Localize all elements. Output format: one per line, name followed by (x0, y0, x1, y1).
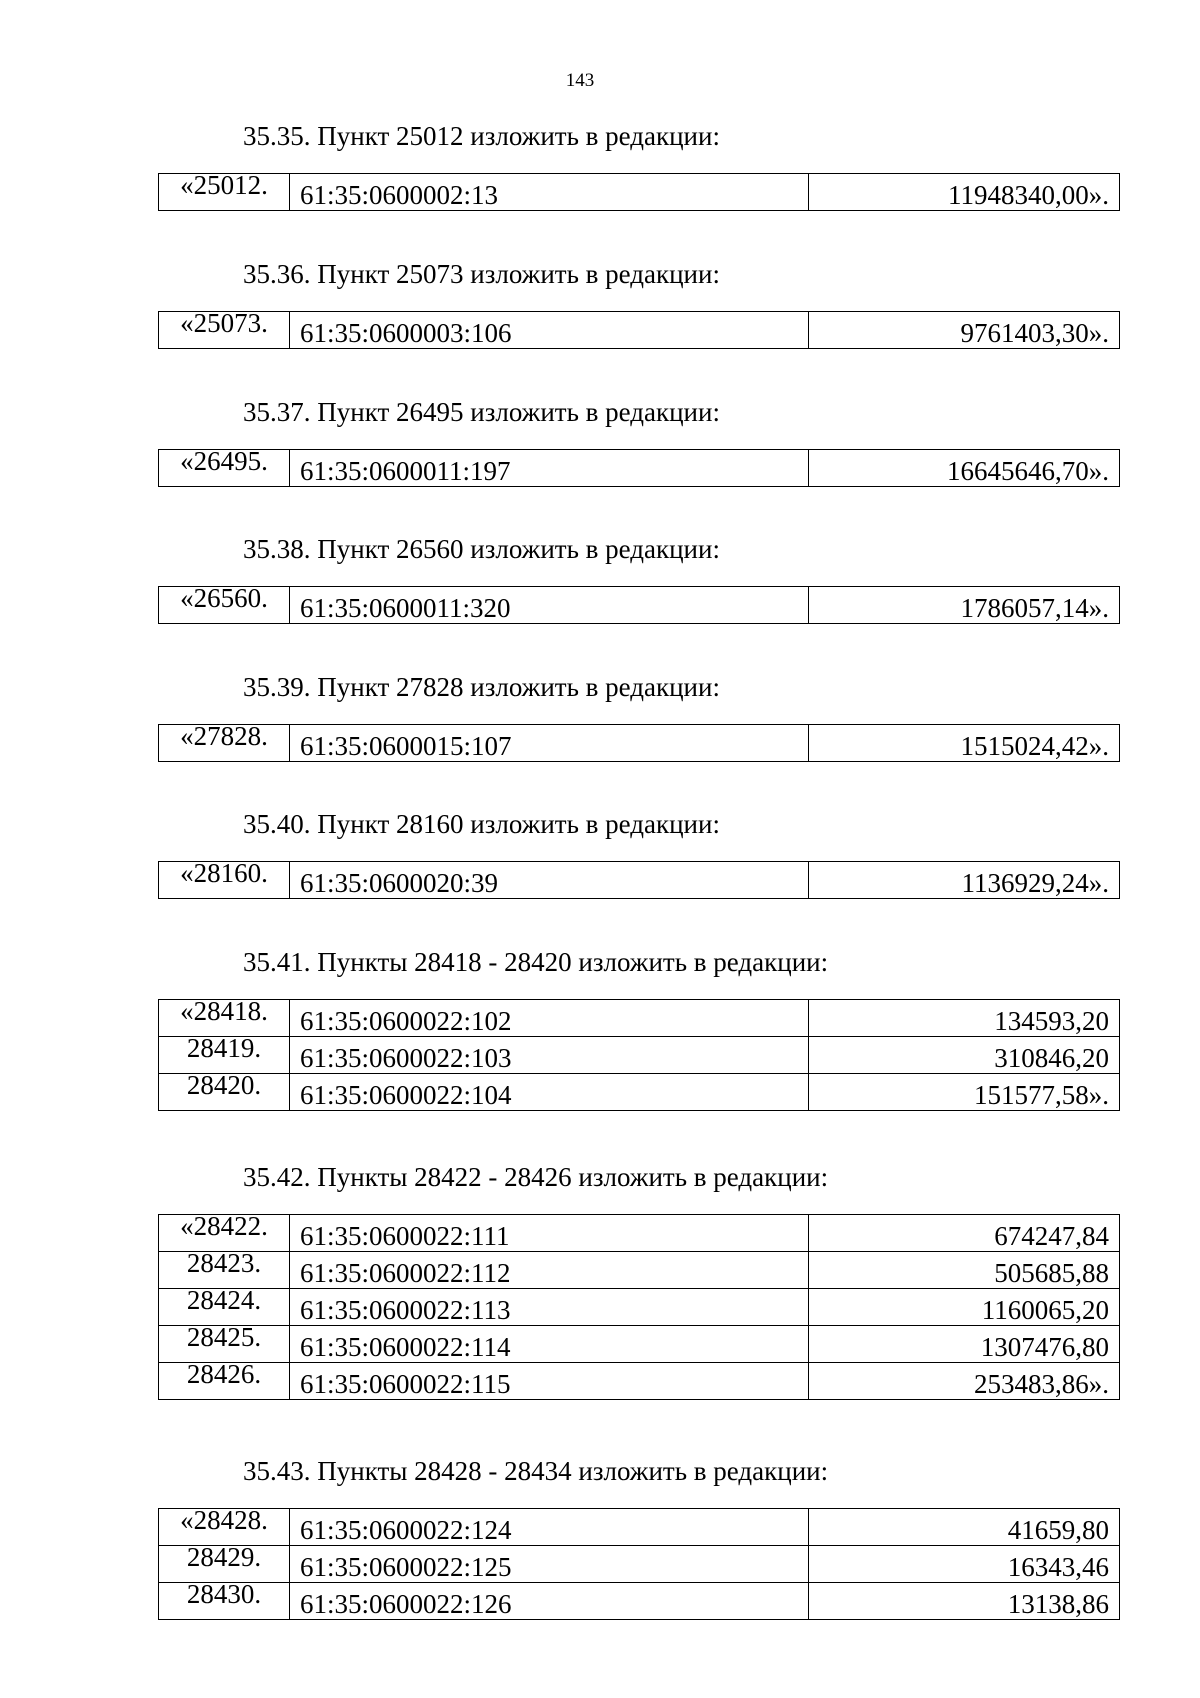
cadastral-number: 61:35:0600022:115 (300, 1369, 511, 1399)
cadastral-value: 41659,80 (1007, 1515, 1109, 1545)
cadastral-number: 61:35:0600003:106 (300, 318, 512, 348)
cadastral-number-cell (290, 1363, 809, 1400)
amendment-table (158, 996, 1120, 1111)
value-cell (809, 1074, 1120, 1111)
item-number-cell (159, 1034, 290, 1071)
item-number-cell (159, 1360, 290, 1397)
section-heading: 35.41. Пункты 28418 - 28420 изложить в редакции: (243, 947, 829, 977)
value-cell (809, 1546, 1120, 1583)
value-cell (809, 725, 1120, 762)
section-heading: 35.42. Пункты 28422 - 28426 изложить в редакции: (243, 1162, 829, 1192)
cadastral-number: 61:35:0600020:39 (300, 868, 499, 898)
cadastral-value: 253483,86». (974, 1369, 1109, 1399)
item-number-cell (159, 584, 290, 621)
cadastral-number-cell (290, 587, 809, 624)
cadastral-number: 61:35:0600022:124 (300, 1515, 512, 1545)
table-row (159, 450, 1120, 487)
cadastral-value: 505685,88 (994, 1258, 1109, 1288)
item-number: 28429. (186, 1542, 262, 1572)
value-cell (809, 312, 1120, 349)
section-heading: 35.40. Пункт 28160 изложить в редакции: (243, 809, 720, 839)
cadastral-number-cell (290, 1289, 809, 1326)
cadastral-number-cell (290, 174, 809, 211)
section-heading: 35.37. Пункт 26495 изложить в редакции: (243, 397, 720, 427)
cadastral-value: 1515024,42». (960, 731, 1109, 761)
value-cell (809, 1215, 1120, 1252)
cadastral-number-cell (290, 1215, 809, 1252)
item-number-cell (159, 1543, 290, 1580)
table-row (159, 174, 1120, 211)
table-row (159, 1074, 1120, 1111)
cadastral-number: 61:35:0600022:113 (300, 1295, 511, 1325)
cadastral-number-cell (290, 1074, 809, 1111)
cadastral-number: 61:35:0600022:126 (300, 1589, 512, 1619)
table-row (159, 1215, 1120, 1252)
item-number: 28425. (186, 1322, 262, 1352)
cadastral-number: 61:35:0600011:320 (300, 593, 511, 623)
cadastral-number: 61:35:0600022:103 (300, 1043, 512, 1073)
table-row (159, 1037, 1120, 1074)
value-cell (809, 587, 1120, 624)
cadastral-number-cell (290, 450, 809, 487)
cadastral-number: 61:35:0600015:107 (300, 731, 512, 761)
item-number: 28420. (186, 1070, 262, 1100)
item-number-cell (159, 997, 290, 1034)
item-number: «26560. (180, 583, 268, 613)
cadastral-number: 61:35:0600002:13 (300, 180, 499, 210)
cadastral-number-cell (290, 312, 809, 349)
item-number: 28426. (186, 1359, 262, 1389)
item-number-cell (159, 1506, 290, 1543)
page-number: 143 (565, 70, 595, 91)
cadastral-value: 134593,20 (994, 1006, 1109, 1036)
amendment-table (158, 1505, 1120, 1620)
cadastral-number-cell (290, 1252, 809, 1289)
item-number-cell (159, 1212, 290, 1249)
table-row (159, 1252, 1120, 1289)
cadastral-number: 61:35:0600022:111 (300, 1221, 510, 1251)
item-number: «25073. (180, 308, 268, 338)
item-number-cell (159, 1249, 290, 1286)
cadastral-number-cell (290, 1509, 809, 1546)
amendment-table (158, 446, 1120, 487)
section-heading: 35.38. Пункт 26560 изложить в редакции: (243, 534, 720, 564)
cadastral-number-cell (290, 1000, 809, 1037)
cadastral-value: 1136929,24». (961, 868, 1109, 898)
cadastral-value: 151577,58». (974, 1080, 1109, 1110)
value-cell (809, 1037, 1120, 1074)
value-cell (809, 1509, 1120, 1546)
item-number-cell (159, 447, 290, 484)
cadastral-number: 61:35:0600022:114 (300, 1332, 511, 1362)
amendment-table (158, 1211, 1120, 1400)
value-cell (809, 1252, 1120, 1289)
item-number-cell (159, 1323, 290, 1360)
value-cell (809, 450, 1120, 487)
table-row (159, 1000, 1120, 1037)
table-row (159, 1289, 1120, 1326)
value-cell (809, 1326, 1120, 1363)
table-row (159, 312, 1120, 349)
cadastral-value: 1160065,20 (981, 1295, 1109, 1325)
cadastral-value: 1786057,14». (960, 593, 1109, 623)
table-row (159, 1546, 1120, 1583)
cadastral-number-cell (290, 725, 809, 762)
table-row (159, 1363, 1120, 1400)
item-number: «28418. (180, 996, 268, 1026)
item-number-cell (159, 309, 290, 346)
cadastral-number-cell (290, 1583, 809, 1620)
cadastral-value: 310846,20 (994, 1043, 1109, 1073)
value-cell (809, 1583, 1120, 1620)
cadastral-number: 61:35:0600022:125 (300, 1552, 512, 1582)
item-number-cell (159, 859, 290, 896)
amendment-table (158, 721, 1120, 762)
table-row (159, 587, 1120, 624)
value-cell (809, 1289, 1120, 1326)
item-number: 28423. (186, 1248, 262, 1278)
amendment-table (158, 858, 1120, 899)
value-cell (809, 862, 1120, 899)
amendment-table (158, 170, 1120, 211)
amendment-table (158, 583, 1120, 624)
table-row (159, 725, 1120, 762)
cadastral-value: 16645646,70». (947, 456, 1109, 486)
cadastral-value: 11948340,00». (948, 180, 1109, 210)
section-heading: 35.35. Пункт 25012 изложить в редакции: (243, 121, 720, 151)
cadastral-number: 61:35:0600022:112 (300, 1258, 511, 1288)
cadastral-number: 61:35:0600022:104 (300, 1080, 512, 1110)
item-number-cell (159, 722, 290, 759)
item-number-cell (159, 1580, 290, 1617)
value-cell (809, 1363, 1120, 1400)
item-number: 28419. (186, 1033, 262, 1063)
item-number-cell (159, 1286, 290, 1323)
cadastral-number: 61:35:0600022:102 (300, 1006, 512, 1036)
value-cell (809, 174, 1120, 211)
section-heading: 35.36. Пункт 25073 изложить в редакции: (243, 259, 720, 289)
table-row (159, 1509, 1120, 1546)
item-number-cell (159, 171, 290, 208)
cadastral-number-cell (290, 1546, 809, 1583)
value-cell (809, 1000, 1120, 1037)
item-number: 28424. (186, 1285, 262, 1315)
item-number: 28430. (186, 1579, 262, 1609)
amendment-table (158, 308, 1120, 349)
cadastral-value: 1307476,80 (980, 1332, 1109, 1362)
table-row (159, 1583, 1120, 1620)
cadastral-number-cell (290, 862, 809, 899)
cadastral-number-cell (290, 1326, 809, 1363)
cadastral-value: 13138,86 (1007, 1589, 1109, 1619)
cadastral-value: 16343,46 (1007, 1552, 1109, 1582)
cadastral-value: 674247,84 (994, 1221, 1109, 1251)
cadastral-number-cell (290, 1037, 809, 1074)
item-number: «25012. (180, 170, 268, 200)
item-number: «26495. (180, 446, 268, 476)
table-row (159, 862, 1120, 899)
item-number-cell (159, 1071, 290, 1108)
item-number: «28160. (180, 858, 268, 888)
table-row (159, 1326, 1120, 1363)
cadastral-number: 61:35:0600011:197 (300, 456, 511, 486)
item-number: «28428. (180, 1505, 268, 1535)
item-number: «27828. (180, 721, 268, 751)
section-heading: 35.39. Пункт 27828 изложить в редакции: (243, 672, 720, 702)
item-number: «28422. (180, 1211, 268, 1241)
section-heading: 35.43. Пункты 28428 - 28434 изложить в редакции: (243, 1456, 829, 1486)
cadastral-value: 9761403,30». (960, 318, 1109, 348)
